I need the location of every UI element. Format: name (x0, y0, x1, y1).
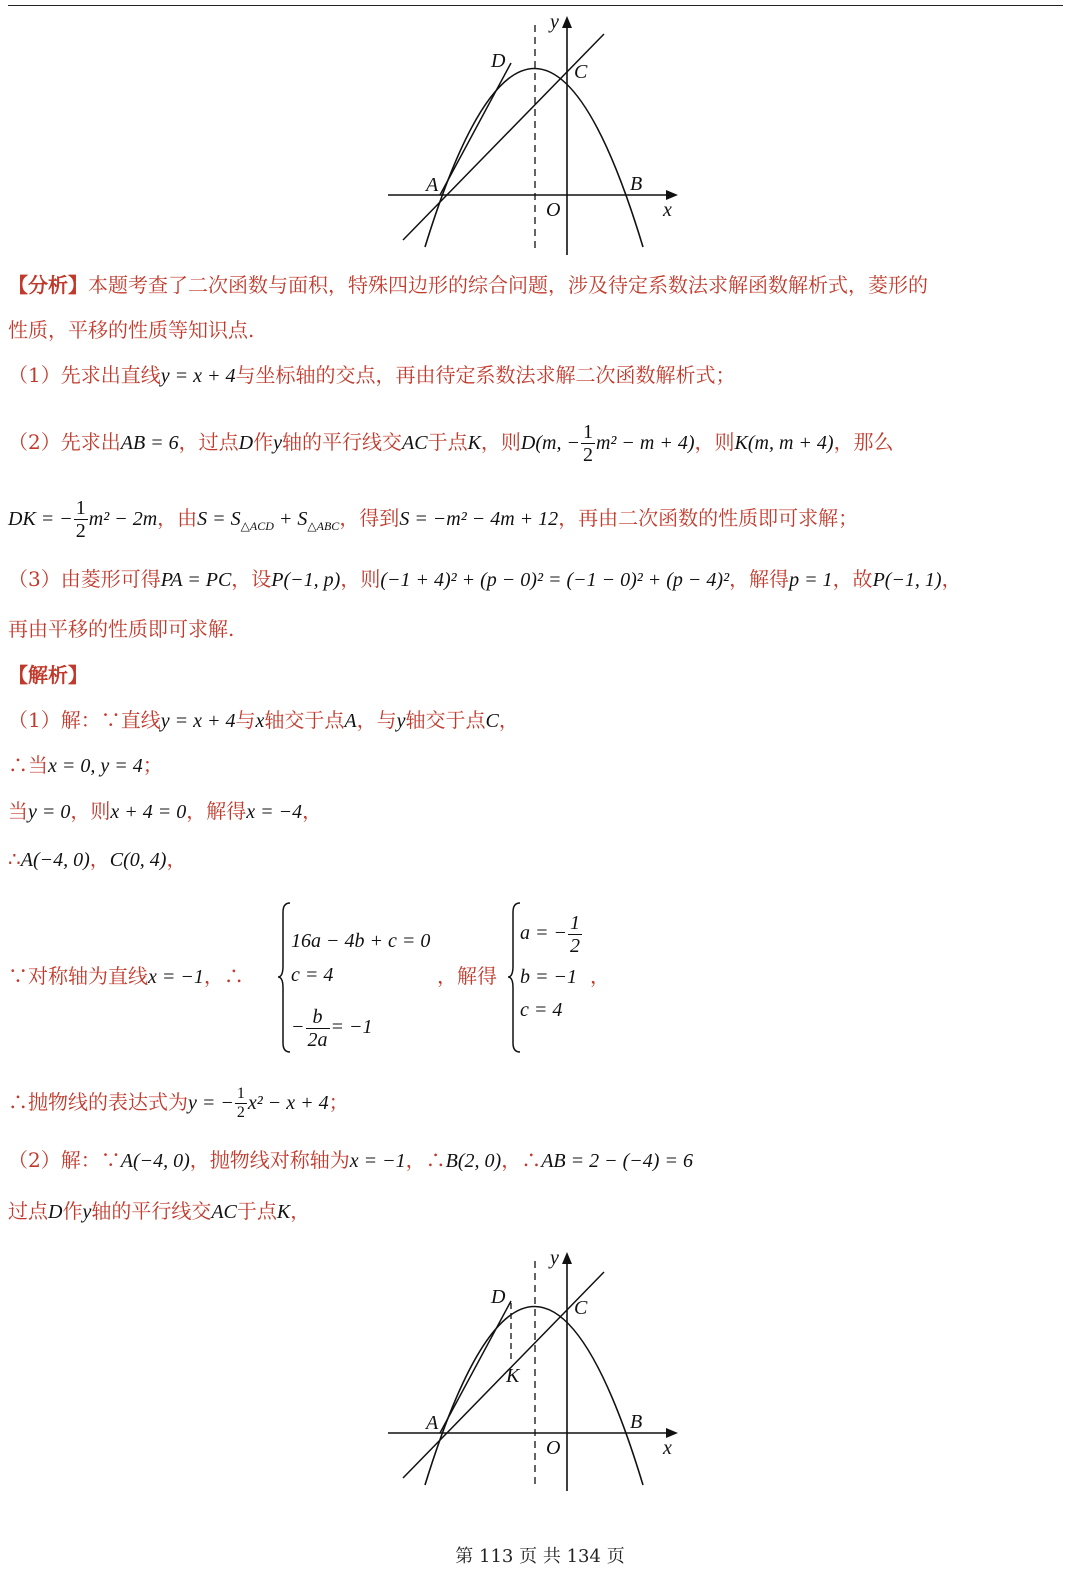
solution-step-5-solve: ，解得 (437, 964, 497, 988)
solution-step-3: 当y = 0，则x + 4 = 0，解得x = −4， (8, 799, 323, 823)
solution-step-5: ∵对称轴为直线x = −1，∴ (8, 964, 244, 988)
system-1-eq-1: 16a − 4b + c = 0 (291, 930, 431, 952)
system-2-eq-2: b = −1 (520, 966, 577, 988)
solution-step-2: ∴当x = 0, y = 4； (8, 753, 163, 777)
label-o: O (546, 1437, 561, 1459)
page-total: 134 (566, 1546, 601, 1567)
page-number: 113 (479, 1546, 514, 1567)
label-b: B (630, 1411, 643, 1433)
label-a: A (426, 174, 439, 196)
analysis-part-3b: 再由平移的性质即可求解. (8, 617, 235, 641)
parabola-curve (425, 69, 643, 248)
segment-ad (440, 63, 511, 195)
y-axis-arrow (562, 16, 572, 28)
label-c: C (574, 1297, 588, 1319)
analysis-part-1: （1）先求出直线y = x + 4与坐标轴的交点，再由待定系数法求解二次函数解析式； (8, 363, 736, 387)
label-d: D (491, 50, 506, 72)
analysis-part-2b: DK = − $\frac{1}{2}$ m² − 2m，由$S = S_{\triangle ACD} + S_{\triangle ABC}$，得到S = −m² − 4m + 12，再由二次函数的性质即可求解； (8, 497, 859, 542)
segment-ad (440, 1301, 511, 1433)
label-x: x (663, 199, 672, 221)
label-d: D (491, 1286, 506, 1308)
analysis-intro-2: 性质，平移的性质等知识点. (8, 318, 255, 342)
label-b: B (630, 173, 643, 195)
label-a: A (426, 1412, 439, 1434)
system-2-eq-1: a = − $\frac{1}{2}$ (520, 912, 580, 957)
label-o: O (546, 199, 561, 221)
parabola-figure-2 (380, 1246, 690, 1496)
label-x: x (663, 1437, 672, 1459)
fraction-half: $\frac{1}{2}$ (75, 497, 86, 542)
top-rule (8, 5, 1063, 6)
parabola-figure-1 (380, 10, 690, 260)
solution-step-7: （2）解：∵A(−4, 0)，抛物线对称轴为x = −1，∴B(2, 0)，∴AB = 2 − (−4) = 6 (8, 1148, 693, 1172)
solution-step-5-end: ， (590, 964, 610, 988)
system-1-eq-3: − $\frac{b}{2a}$ = −1 (291, 1006, 373, 1051)
analysis-part-3: （3）由菱形可得PA = PC，设P(−1, p)，则(−1 + 4)² + (p − 0)² = (−1 − 0)² + (p − 4)²，解得p = 1，故P(−1, 1)， (8, 567, 962, 591)
solution-step-6: ∴抛物线的表达式为y = − $\frac{1}{2}$ x² − x + 4； (8, 1085, 349, 1121)
solution-heading: 【解析】 (8, 663, 88, 687)
label-y: y (550, 1247, 559, 1269)
label-c: C (574, 61, 588, 83)
solution-step-4: ∴A(−4, 0)，C(0, 4)， (8, 847, 187, 871)
label-y: y (550, 11, 559, 33)
analysis-intro-1: 【分析】本题考查了二次函数与面积，特殊四边形的综合问题，涉及待定系数法求解函数解析式，菱形的 (8, 273, 928, 297)
solution-step-8: 过点D作y轴的平行线交AC于点K， (8, 1199, 311, 1223)
solution-step-1: （1）解：∵直线y = x + 4与x轴交于点A，与y轴交于点C， (8, 708, 519, 732)
y-axis-arrow (562, 1252, 572, 1264)
system-brace-1 (276, 900, 292, 1055)
label-k: K (506, 1365, 520, 1387)
system-1-eq-2: c = 4 (291, 964, 334, 986)
fraction-half: $\frac{1}{2}$ (582, 421, 593, 466)
parabola-curve (425, 1307, 643, 1486)
analysis-part-2: （2）先求出AB = 6，过点D作y轴的平行线交AC于点K，则D(m, − $\frac{1}{2}$ m² − m + 4)，则K(m, m + 4)，那么 (8, 421, 894, 466)
analysis-heading: 【分析】 (8, 273, 88, 297)
page-footer: 第 113 页 共 134 页 (455, 1546, 625, 1567)
system-2-eq-3: c = 4 (520, 999, 563, 1021)
